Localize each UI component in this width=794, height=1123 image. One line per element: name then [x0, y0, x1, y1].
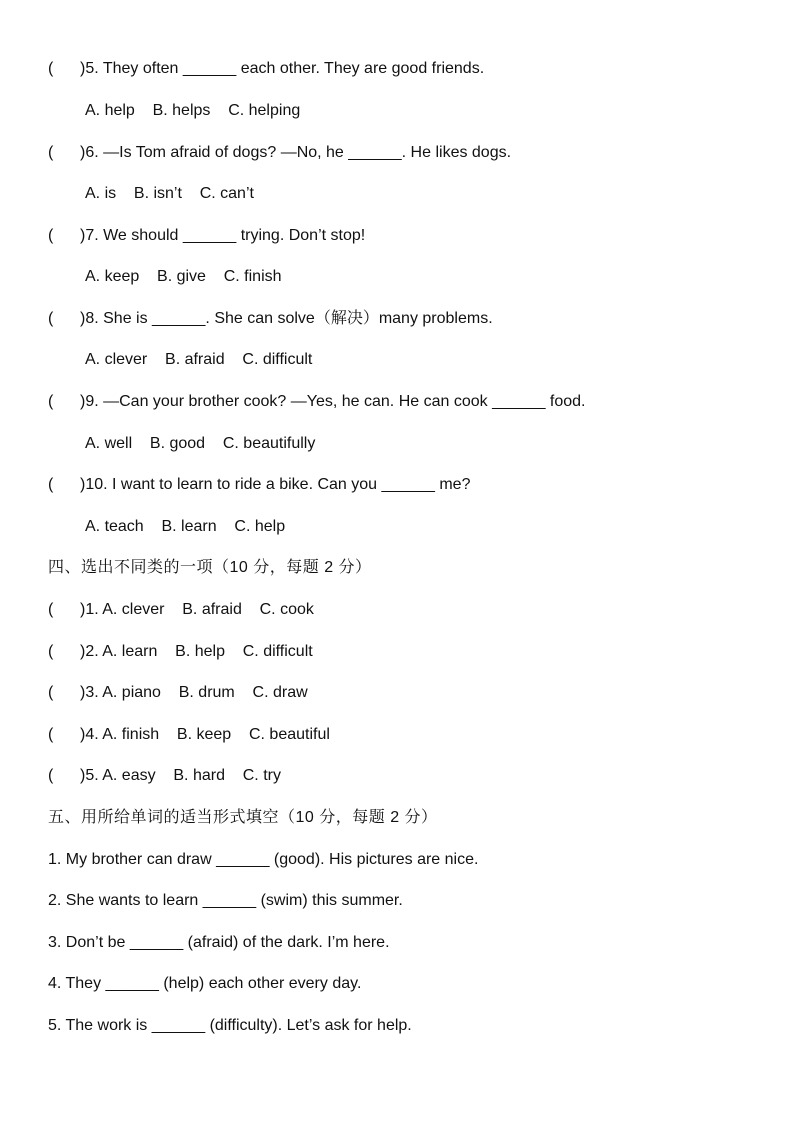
- section-5-item-3: 3. Don’t be ______ (afraid) of the dark. I’m here.: [48, 934, 390, 951]
- section-4-item-5: ( )5. A. easy B. hard C. try: [48, 767, 281, 784]
- section-5-item-4: 4. They ______ (help) each other every day.: [48, 975, 362, 992]
- question-6-options: A. is B. isn’t C. can’t: [85, 185, 254, 202]
- section-4-heading: 四、选出不同类的一项（10 分，每题 2 分）: [48, 559, 372, 576]
- section-5-item-1: 1. My brother can draw ______ (good). His pictures are nice.: [48, 851, 479, 868]
- section-4-item-4: ( )4. A. finish B. keep C. beautiful: [48, 726, 330, 743]
- question-9-options: A. well B. good C. beautifully: [85, 435, 316, 452]
- section-5-item-2: 2. She wants to learn ______ (swim) this summer.: [48, 892, 403, 909]
- section-5-item-5: 5. The work is ______ (difficulty). Let’s ask for help.: [48, 1017, 412, 1034]
- question-7-options: A. keep B. give C. finish: [85, 268, 282, 285]
- question-7: ( )7. We should ______ trying. Don’t stop!: [48, 227, 366, 244]
- section-4-item-2: ( )2. A. learn B. help C. difficult: [48, 643, 313, 660]
- question-5-options: A. help B. helps C. helping: [85, 102, 301, 119]
- question-8-options: A. clever B. afraid C. difficult: [85, 351, 313, 368]
- question-6: ( )6. —Is Tom afraid of dogs? —No, he ______. He likes dogs.: [48, 144, 512, 161]
- question-10: ( )10. I want to learn to ride a bike. Can you ______ me?: [48, 476, 471, 493]
- section-4-item-1: ( )1. A. clever B. afraid C. cook: [48, 601, 314, 618]
- question-10-options: A. teach B. learn C. help: [85, 518, 286, 535]
- question-9: ( )9. —Can your brother cook? —Yes, he can. He can cook ______ food.: [48, 393, 586, 410]
- section-5-heading: 五、用所给单词的适当形式填空（10 分，每题 2 分）: [48, 809, 438, 826]
- question-8: ( )8. She is ______. She can solve（解决）many problems.: [48, 310, 493, 327]
- question-5: ( )5. They often ______ each other. They are good friends.: [48, 60, 485, 77]
- section-4-item-3: ( )3. A. piano B. drum C. draw: [48, 684, 308, 701]
